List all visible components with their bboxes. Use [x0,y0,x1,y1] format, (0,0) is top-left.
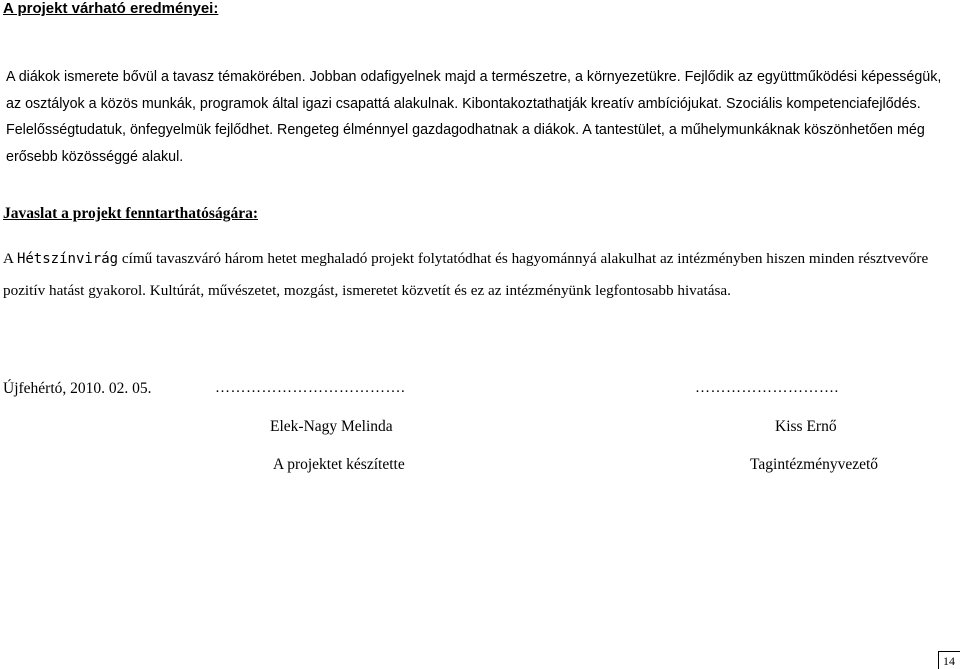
signature-line-left: ………………………………. [215,380,406,396]
page-number: 14 [943,654,955,668]
section-heading-results: A projekt várható eredményei: [3,0,219,17]
sustainability-paragraph [3,243,957,306]
signer-name-right: Kiss Ernő [775,418,837,435]
signer-name-left: Elek-Nagy Melinda [270,418,393,435]
signer-role-left: A projektet készítette [273,456,405,473]
paragraph-rest: című tavaszváró három hetet meghaladó projekt folytatódhat és hagyománnyá alakulhat az intézményben hiszen minden résztvevőre pozitív hatást gyakorol. Kultúrát, művészetet, mozgást, ismeretet közvetít és ez az intézményünk legfontosabb hivatása. [3,250,929,299]
paragraph-prefix: A [3,250,17,267]
results-paragraph: A diákok ismerete bővül a tavasz témakörében. Jobban odafigyelnek majd a természetre, a környezetükre. Fejlődik az együttműködési képességük, az osztályok a közös munkák, programok által igazi csapattá alakulnak. Kibontakoztathatják kreatív ambíciójukat. Szociális kompetenciafejlődés. Felelősségtudatuk, önfegyelmük fejlődhet. Rengeteg élménnyel gazdagodhatnak a diákok. A tantestület, a műhelymunkáknak köszönhetően még erősebb közösséggé alakul. [6,69,942,165]
signer-role-right: Tagintézményvezető [750,456,879,473]
signature-line-right: ………………………. [695,380,839,396]
place-and-date: Újfehértó, 2010. 02. 05. [3,380,152,397]
project-name: Hétszínvirág [16,251,119,267]
section-heading-sustainability: Javaslat a projekt fenntarthatóságára: [3,205,259,222]
